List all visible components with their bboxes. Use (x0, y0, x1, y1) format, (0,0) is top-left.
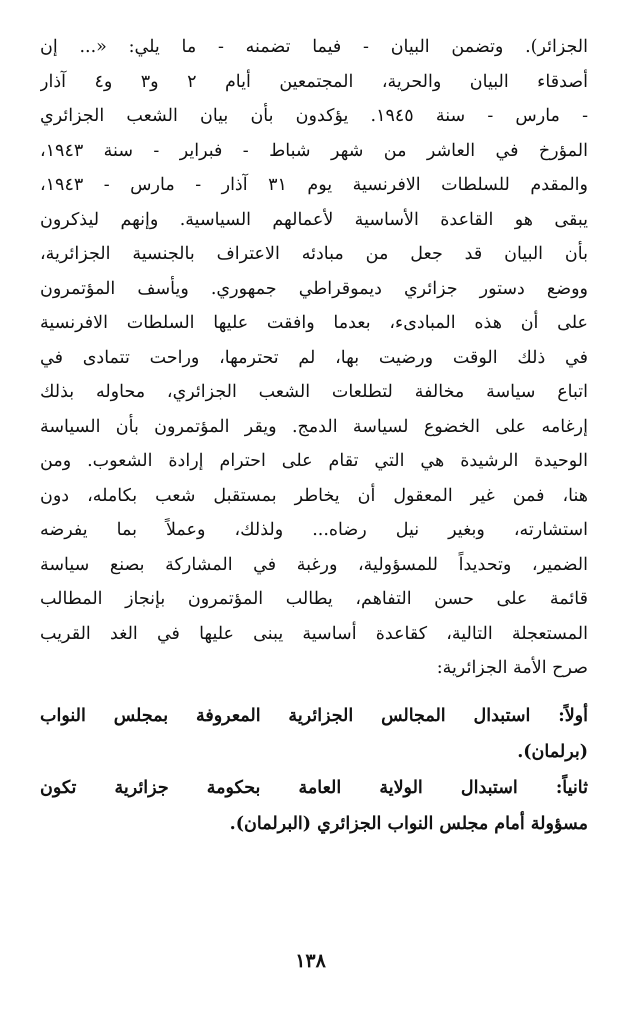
demand-line: أولاً: استبدال المجالس الجزائرية المعروفة بمجلس النواب (40, 705, 588, 726)
text-line: يبقى هو القاعدة الأساسية لأعمالهم السياسية. وإنهم ليذكرون (40, 209, 588, 230)
text-line: ووضع دستور جزائري ديموقراطي جمهوري. ويأسف المؤتمرون (40, 278, 588, 299)
text-line: المؤرخ في العاشر من شهر شباط - فبراير - سنة ١٩٤٣، (40, 140, 588, 161)
demand-line: (برلمان). (517, 741, 588, 762)
text-line: المستعجلة التالية، كقاعدة أساسية يبنى عليها في الغد القريب (40, 623, 588, 644)
text-line: هنا، فمن غير المعقول أن يخاطر بمستقبل شعب بكامله، دون (40, 485, 588, 506)
demand-line: مسؤولة أمام مجلس النواب الجزائري (البرلمان). (229, 813, 588, 834)
paragraph-gap (40, 686, 588, 698)
page-body (40, 30, 588, 842)
text-line: إرغامه على الخضوع لسياسة الدمج. ويقر المؤتمرون بأن السياسة (40, 416, 588, 437)
text-line: في ذلك الوقت ورضيت بها، لم تحترمها، وراحت تتمادى في (40, 347, 588, 368)
demand-line: ثانياً: استبدال الولاية العامة بحكومة جزائرية تكون (40, 777, 588, 798)
page-number: ١٣٨ (295, 950, 326, 972)
demand-item-first (40, 698, 588, 770)
body-paragraph (40, 30, 588, 686)
text-line: الضمير، وتحديداً للمسؤولية، ورغبة في المشاركة بصنع سياسة (40, 554, 588, 575)
text-line: أصدقاء البيان والحرية، المجتمعين أيام ٢ و٣ و٤ آذار (40, 71, 588, 92)
text-line: بأن البيان قد جعل من مبادئه الاعتراف بالجنسية الجزائرية، (40, 244, 588, 264)
text-line: اتباع سياسة مخالفة لتطلعات الشعب الجزائري، محاوله بذلك (40, 382, 588, 402)
text-line: والمقدم للسلطات الافرنسية يوم ٣١ آذار - مارس - ١٩٤٣، (40, 175, 588, 195)
text-line: - مارس - سنة ١٩٤٥. يؤكدون بأن بيان الشعب الجزائري (40, 106, 588, 126)
text-line: الوحيدة الرشيدة هي التي تقام على احترام إرادة الشعوب. ومن (40, 451, 588, 471)
text-line: الجزائر). وتضمن البيان - فيما تضمنه - ما يلي: «... إن (40, 37, 588, 57)
text-line: قائمة على حسن التفاهم، يطالب المؤتمرون بإنجاز المطالب (40, 589, 588, 609)
text-line: استشارته، وبغير نيل رضاه... ولذلك، وعملاً بما يفرضه (40, 520, 588, 540)
text-line: على أن هذه المبادىء، بعدما وافقت عليها السلطات الافرنسية (40, 313, 588, 333)
text-line: صرح الأمة الجزائرية: (436, 658, 588, 678)
demand-item-second (40, 770, 588, 842)
